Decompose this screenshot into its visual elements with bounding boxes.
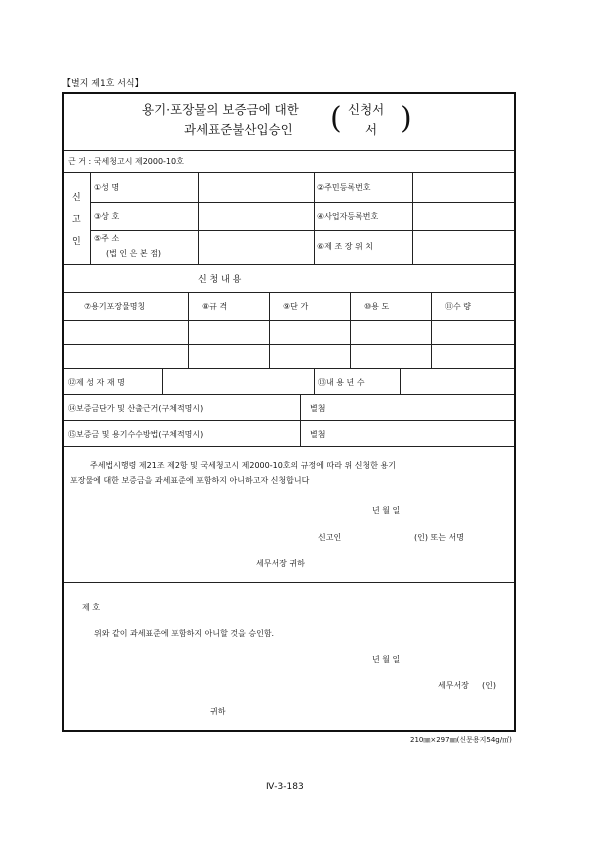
item-row[interactable] <box>64 345 514 367</box>
divider <box>314 172 315 264</box>
statement-date: 년 월 일 <box>372 506 401 515</box>
rrn-field[interactable] <box>413 173 514 201</box>
lifespan-field[interactable] <box>401 369 514 393</box>
divider <box>90 172 91 264</box>
form-table <box>62 92 516 732</box>
divider <box>64 292 514 293</box>
address-field[interactable] <box>199 231 313 263</box>
divider <box>64 582 514 583</box>
approval-issuer: 세무서장 <box>438 681 469 690</box>
divider <box>64 446 514 447</box>
name-label: ①성 명 <box>94 183 120 192</box>
divider <box>64 264 514 265</box>
approval-number: 제 호 <box>82 603 100 612</box>
applicant-label-char: 고 <box>72 215 81 225</box>
form-label: 【별지 제1호 서식】 <box>62 79 144 89</box>
title-line1: 용기·포장물의 보증금에 대한 <box>142 102 299 117</box>
approval-seal: (인) <box>482 681 496 690</box>
manufacturer-label: ⑫제 성 자 재 명 <box>68 378 125 387</box>
bizno-field[interactable] <box>413 203 514 229</box>
title-line2: 과세표준불산입승인 <box>184 122 293 137</box>
column-header-container-name: ⑦용기포장물명칭 <box>84 302 146 311</box>
approval-date: 년 월 일 <box>372 655 401 664</box>
applicant-label-char: 인 <box>72 237 81 247</box>
deposit-method-label: ⑮보증금 및 용기수수방법(구체적명시) <box>68 430 204 439</box>
column-header-usage: ⑩용 도 <box>364 302 390 311</box>
company-label: ③상 호 <box>94 212 120 221</box>
factory-label: ⑥제 조 장 위 치 <box>317 242 373 251</box>
statement-seal: (인) 또는 서명 <box>414 533 464 542</box>
applicant-label-char: 신 <box>72 193 81 203</box>
legal-basis: 근 거 : 국세청고시 제2000-10호 <box>68 157 184 166</box>
title-option-document: 서 <box>365 122 378 137</box>
statement-line1: 주세법시행령 제21조 제2항 및 국세청고시 제2000-10호의 규정에 따라 위 신청한 용기 <box>90 461 396 470</box>
approval-recipient: 귀하 <box>210 707 226 716</box>
divider <box>314 368 315 394</box>
page-number: Ⅳ-3-183 <box>266 782 304 792</box>
divider <box>64 420 514 421</box>
approval-text: 위와 같이 과세표준에 포함하지 아니할 것을 승인함. <box>94 629 275 638</box>
request-header: 신 청 내 용 <box>198 275 242 285</box>
title-option-application: 신청서 <box>348 102 385 117</box>
company-field[interactable] <box>199 203 313 229</box>
deposit-method-value: 별첨 <box>310 430 326 439</box>
column-header-quantity: ⑪수 량 <box>445 302 471 311</box>
column-header-spec: ⑧규 격 <box>202 302 228 311</box>
bizno-label: ④사업자등록번호 <box>317 212 379 221</box>
item-row[interactable] <box>64 321 514 343</box>
lifespan-label: ⑬내 용 년 수 <box>318 378 365 387</box>
open-paren: ( <box>330 101 342 136</box>
statement-recipient: 세무서장 귀하 <box>256 559 305 568</box>
close-paren: ) <box>400 101 412 136</box>
column-header-unit-price: ⑨단 가 <box>283 302 309 311</box>
address-label: ⑤주 소 <box>94 234 120 243</box>
factory-field[interactable] <box>413 231 514 263</box>
statement-line2: 포장물에 대한 보증금을 과세표준에 포함하지 아니하고자 신청합니다 <box>70 476 310 485</box>
address-sub-label: (법 인 은 본 점) <box>106 249 162 258</box>
divider <box>64 150 514 151</box>
manufacturer-field[interactable] <box>163 369 313 393</box>
statement-applicant: 신고인 <box>318 533 342 542</box>
deposit-basis-value: 별첨 <box>310 404 326 413</box>
name-field[interactable] <box>199 173 313 201</box>
paper-spec: 210㎜×297㎜(신문용지54g/㎡) <box>410 736 512 744</box>
rrn-label: ②주민등록번호 <box>317 183 371 192</box>
deposit-basis-label: ⑭보증금단가 및 산출근거(구체적명시) <box>68 404 204 413</box>
divider <box>64 394 514 395</box>
